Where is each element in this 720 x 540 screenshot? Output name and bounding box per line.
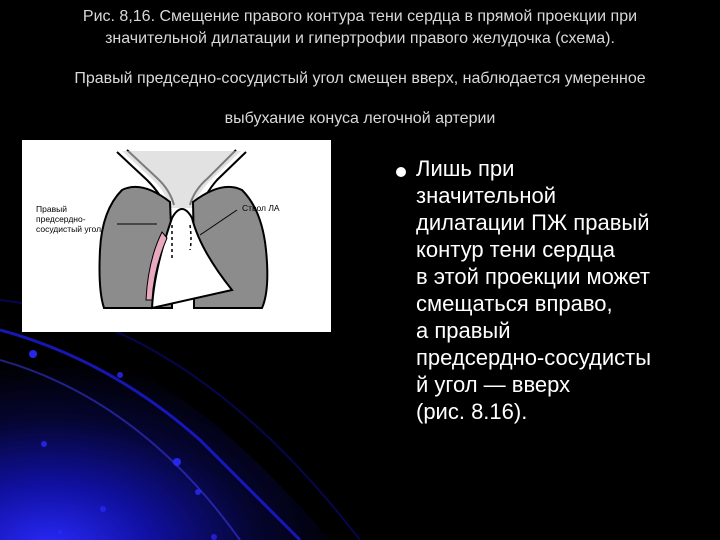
- bullet-line-6: смещаться вправо,: [416, 291, 613, 316]
- bullet-line-2: значительной: [416, 183, 557, 208]
- label-right-atrial-angle-1: Правый: [36, 204, 67, 214]
- bullet-line-9: й угол — вверх: [416, 372, 571, 397]
- caption-line-2: значительной дилатации и гипертрофии правого желудочка (схема).: [105, 30, 615, 47]
- label-right-atrial-angle-3: сосудистый угол: [36, 224, 102, 234]
- bullet-line-1: Лишь при: [416, 156, 515, 181]
- bullet-line-7: а правый: [416, 318, 511, 343]
- label-right-atrial-angle-2: предсердно-: [36, 214, 86, 224]
- caption-line-4: выбухание конуса легочной артерии: [224, 110, 496, 127]
- heart-shadow-diagram: [22, 140, 331, 332]
- bullet-line-10: (рис. 8.16).: [416, 399, 528, 424]
- bullet-marker: [396, 167, 406, 177]
- bullet-line-4: контур тени сердца: [416, 237, 615, 262]
- heart-shadow-drawing: [22, 140, 331, 332]
- bullet-line-5: в этой проекции может: [416, 264, 650, 289]
- caption-line-1: Рис. 8,16. Смещение правого контура тени сердца в прямой проекции при: [82, 8, 638, 25]
- figure-caption: [10, 6, 710, 130]
- bullet-line-3: дилатации ПЖ правый: [416, 210, 650, 235]
- bullet-paragraph: [416, 155, 716, 425]
- caption-line-3: Правый председно-сосудистый угол смещен вверх, наблюдается умеренное: [74, 70, 646, 87]
- bullet-line-8: предсердно-сосудисты: [416, 345, 652, 370]
- label-pulmonary-trunk: Ствол ЛА: [242, 203, 280, 213]
